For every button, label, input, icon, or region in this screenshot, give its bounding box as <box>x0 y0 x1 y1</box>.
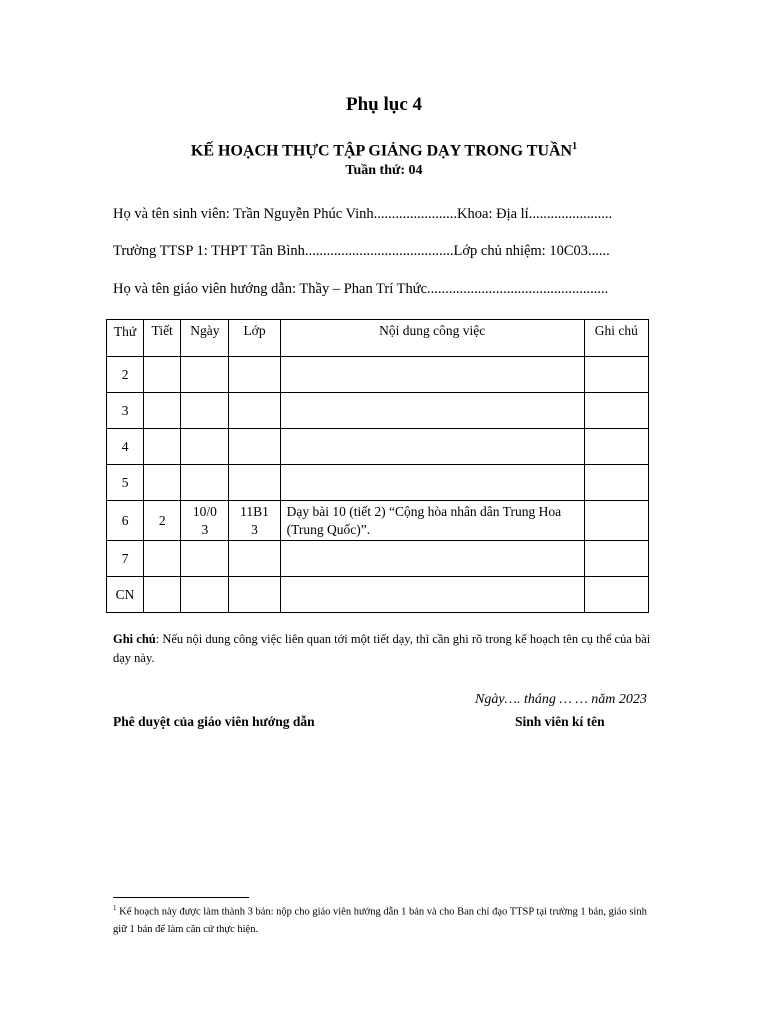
cell-note <box>584 393 648 429</box>
approval-label: Phê duyệt của giáo viên hướng dẫn <box>113 714 315 729</box>
table-row <box>107 577 649 613</box>
cell-note <box>584 541 648 577</box>
cell-class: 11B13 <box>229 501 280 541</box>
table-header-row <box>107 320 649 357</box>
cell-day: 6 <box>107 501 144 541</box>
cell-day: 5 <box>107 465 144 501</box>
cell-day: 3 <box>107 393 144 429</box>
cell-note <box>584 501 648 541</box>
cell-note <box>584 429 648 465</box>
appendix-label: Phụ lục 4 <box>345 94 423 115</box>
cell-content <box>280 577 584 613</box>
cell-note <box>584 577 648 613</box>
teacher-info-line: Họ và tên giáo viên hướng dẫn: Thầy – Phan Trí Thức.................................................. <box>113 281 609 297</box>
header-note: Ghi chú <box>584 320 648 357</box>
weekly-plan-table <box>106 319 649 613</box>
signature-date: Ngày…. tháng … … năm 2023 <box>475 692 647 707</box>
cell-content <box>280 429 584 465</box>
student-info-line: Họ và tên sinh viên: Trần Nguyễn Phúc Vinh.......................Khoa: Địa lí....................... <box>113 206 613 222</box>
table-row <box>107 429 649 465</box>
note-label: Ghi chú <box>113 632 156 646</box>
note-text: : Nếu nội dung công việc liên quan tới một tiết dạy, thì cần ghi rõ trong kế hoạch tên cụ thể của bài dạy này. <box>113 632 651 665</box>
cell-date: 10/03 <box>181 501 229 541</box>
note-paragraph <box>113 630 658 668</box>
cell-content: Dạy bài 10 (tiết 2) “Cộng hòa nhân dân Trung Hoa (Trung Quốc)”. <box>280 501 584 541</box>
cell-class <box>229 541 280 577</box>
cell-period <box>144 577 181 613</box>
school-info-line: Trường TTSP 1: THPT Tân Bình.........................................Lớp chủ nhiệm: 10C03...... <box>113 243 610 259</box>
cell-period <box>144 541 181 577</box>
cell-content <box>280 393 584 429</box>
cell-period <box>144 429 181 465</box>
cell-date <box>181 357 229 393</box>
footnote-text: Kế hoạch này được làm thành 3 bản: nộp cho giáo viên hướng dẫn 1 bản và cho Ban chỉ đạo TTSP tại trường 1 bản, giáo sinh giữ 1 bản để làm căn cứ thực hiện. <box>113 906 647 935</box>
document-title-text: KẾ HOẠCH THỰC TẬP GIẢNG DẠY TRONG TUẦN <box>190 142 573 160</box>
document-title <box>0 141 768 160</box>
footnote <box>113 900 658 938</box>
cell-period <box>144 357 181 393</box>
cell-date <box>181 429 229 465</box>
footnote-divider <box>113 897 249 898</box>
title-footnote-mark: 1 <box>572 141 578 152</box>
table-row <box>107 393 649 429</box>
header-date: Ngày <box>181 320 229 357</box>
table-row <box>107 501 649 541</box>
cell-day: 2 <box>107 357 144 393</box>
cell-date <box>181 577 229 613</box>
cell-date <box>181 465 229 501</box>
cell-note <box>584 357 648 393</box>
cell-content <box>280 541 584 577</box>
cell-period: 2 <box>144 501 181 541</box>
table-row <box>107 541 649 577</box>
cell-day: 4 <box>107 429 144 465</box>
week-number: Tuần thứ: 04 <box>345 163 423 178</box>
header-class: Lớp <box>229 320 280 357</box>
header-period: Tiết <box>144 320 181 357</box>
header-day: Thứ <box>107 320 144 357</box>
cell-date <box>181 393 229 429</box>
cell-class <box>229 357 280 393</box>
table-row <box>107 465 649 501</box>
header-content: Nội dung công việc <box>280 320 584 357</box>
cell-period <box>144 393 181 429</box>
cell-note <box>584 465 648 501</box>
cell-content <box>280 465 584 501</box>
footnote-mark: 1 <box>113 904 117 912</box>
cell-class <box>229 429 280 465</box>
cell-class <box>229 577 280 613</box>
cell-date <box>181 541 229 577</box>
cell-day: CN <box>107 577 144 613</box>
cell-day: 7 <box>107 541 144 577</box>
cell-content <box>280 357 584 393</box>
cell-class <box>229 465 280 501</box>
cell-class <box>229 393 280 429</box>
table-row <box>107 357 649 393</box>
cell-period <box>144 465 181 501</box>
student-signature-label: Sinh viên kí tên <box>515 714 605 729</box>
